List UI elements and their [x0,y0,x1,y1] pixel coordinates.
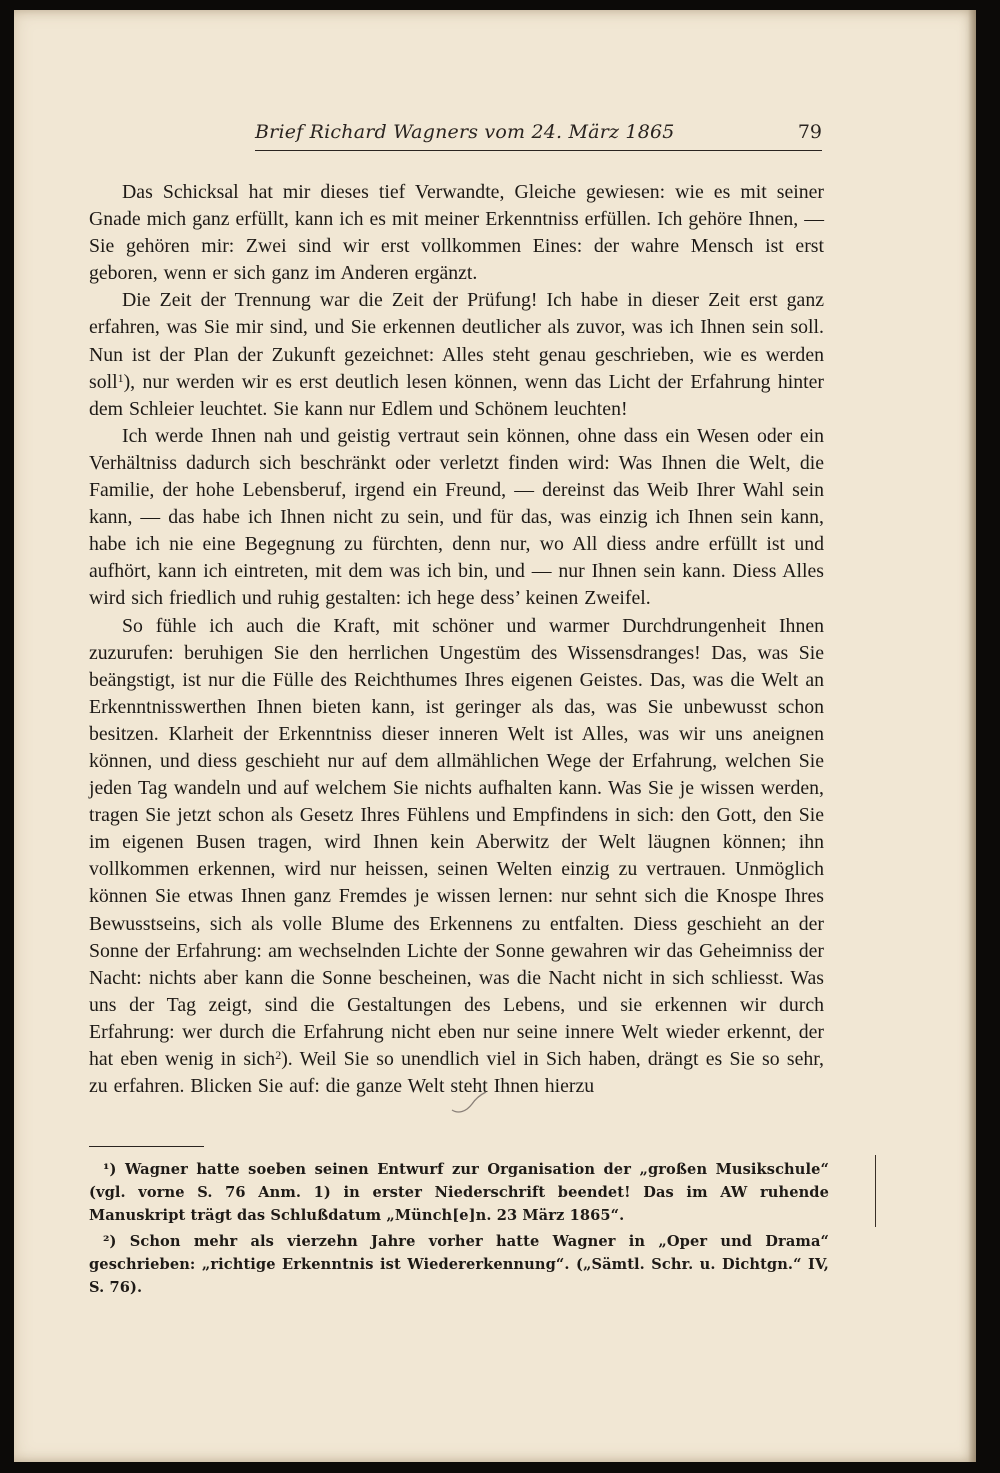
scanned-page [14,10,976,1462]
paragraph-4-part-b: ). Weil Sie so unendlich viel in Sich haben, drängt es Sie so sehr, zu erfahren. Blicken Sie auf: die ganze Welt steht Ihnen hierzu [89,1048,824,1098]
running-header [255,118,822,151]
paragraph-3: Ich werde Ihnen nah und geistig vertraut sein können, ohne dass ein Wesen oder ein Verhältniss dadurch sich beschränkt oder verletzt finden wird: Was Ihnen die Welt, die Familie, der hohe Lebensberuf, irgend ein Freund, — dereinst das Weib Ihrer Wahl sein kann, — das habe ich Ihnen nicht zu sein, und für das, was einzig ich Ihnen sein kann, habe ich nie eine Begegnung zu fürchten, denn nur, wo All diess andre erfüllt ist und aufhört, kann ich eintreten, mit dem was ich bin, und — nur Ihnen sein kann. Diess Alles wird sich friedlich und ruhig gestalten: ich hege dess’ keinen Zweifel. [89,424,824,610]
paragraph-2-part-b: ), nur werden wir es erst deutlich lesen können, wenn das Licht der Erfahrung hinter dem Schleier leuchtet. Sie kann nur Edlem und Schönem leuchten! [89,370,824,420]
running-title: Brief Richard Wagners vom 24. März 1865 [255,121,675,143]
paragraph-4 [89,613,824,1101]
footnote-1: ¹) Wagner hatte soeben seinen Entwurf zur Organisation der „großen Musikschule“ (vgl. vorne S. 76 Anm. 1) in erster Niederschrift beendet! Das im AW ruhende Manuskript trägt das Schlußdatum „Münch[e]n. 23 März 1865“. [89,1161,829,1224]
page-edge-shadow [968,10,976,1462]
footnote-ref-2: 2 [275,1048,282,1062]
paragraph-1: Das Schicksal hat mir dieses tief Verwandte, Gleiche gewiesen: wie es mit seiner Gnade mich ganz erfüllt, kann ich es mit meiner Erkenntniss erfüllen. Ich gehöre Ihnen, — Sie gehören mir: Zwei sind wir erst vollkommen Eines: der wahre Mensch ist erst geboren, wenn er sich ganz im Anderen ergänzt. [89,181,824,285]
page-number: 79 [797,121,822,143]
letter-body [89,179,824,1100]
paragraph-2-part-a: Die Zeit der Trennung war die Zeit der Prüfung! Ich habe in dieser Zeit erst ganz erfahren, was Sie mir sind, und Sie erkennen deutlicher als zuvor, was ich Ihnen sein soll. Nun ist der Plan der Zukunft gezeichnet: Alles steht genau geschrieben, wie es werden soll [89,289,824,393]
paragraph-2 [89,287,824,422]
footnotes [89,1158,829,1302]
footnote-ref-1: 1 [117,370,124,385]
footnote-2: ²) Schon mehr als vierzehn Jahre vorher hatte Wagner in „Oper und Drama“ geschrieben: „richtige Erkenntnis ist Wiedererkennung“. („Sämtl. Schr. u. Dichtgn.“ IV, S. 76). [89,1233,829,1296]
pencil-annotation-mark [448,1088,488,1118]
paragraph-4-part-a: So fühle ich auch die Kraft, mit schöner und warmer Durchdrungenheit Ihnen zuzurufen: beruhigen Sie den herrlichen Ungestüm des Wissensdranges! Das, was Sie beängstigt, ist nur die Fülle des Reichthumes Ihres eigenen Geistes. Das, was die Welt an Erkenntnisswerthen Ihnen bieten kann, ist geringer als das, was Sie unbewusst schon besitzen. Klarheit der Erkenntniss dieser inneren Welt ist Alles, was wir uns aneignen können, und diess geschieht nur auf dem allmählichen Wege der Erfahrung, welchen Sie jeden Tag wandeln und auf welchem Sie nichts aufhalten kann. Was Sie je wissen werden, tragen Sie jetzt schon als Gesetz Ihres Fühlens und Empfindens in sich: den Gott, den Sie im eigenen Busen tragen, wird Ihnen kein Aberwitz der Welt läugnen können; ihn vollkommen erkennen, wird nur heissen, seinen Welten einzig zu vertrauen. Unmöglich können Sie etwas Ihnen ganz Fremdes je wissen lernen: nur sehnt sich die Knospe Ihres Bewusstseins, sich als volle Blume des Erkennens zu entfalten. Diess geschieht an der Sonne der Erfahrung: am wechselnden Lichte der Sonne gewahren wir das Geheimniss der Nacht: nichts aber kann die Sonne bescheinen, was die Nacht nicht in sich schliesst. Was uns der Tag zeigt, sind die Gestaltungen des Lebens, und sie erkennen wir durch Erfahrung: wer durch die Erfahrung nicht eben nur seine innere Welt wieder erkennt, der hat eben wenig in sich [89,614,824,1070]
footnote-rule [89,1146,204,1147]
margin-pencil-line [875,1155,876,1227]
